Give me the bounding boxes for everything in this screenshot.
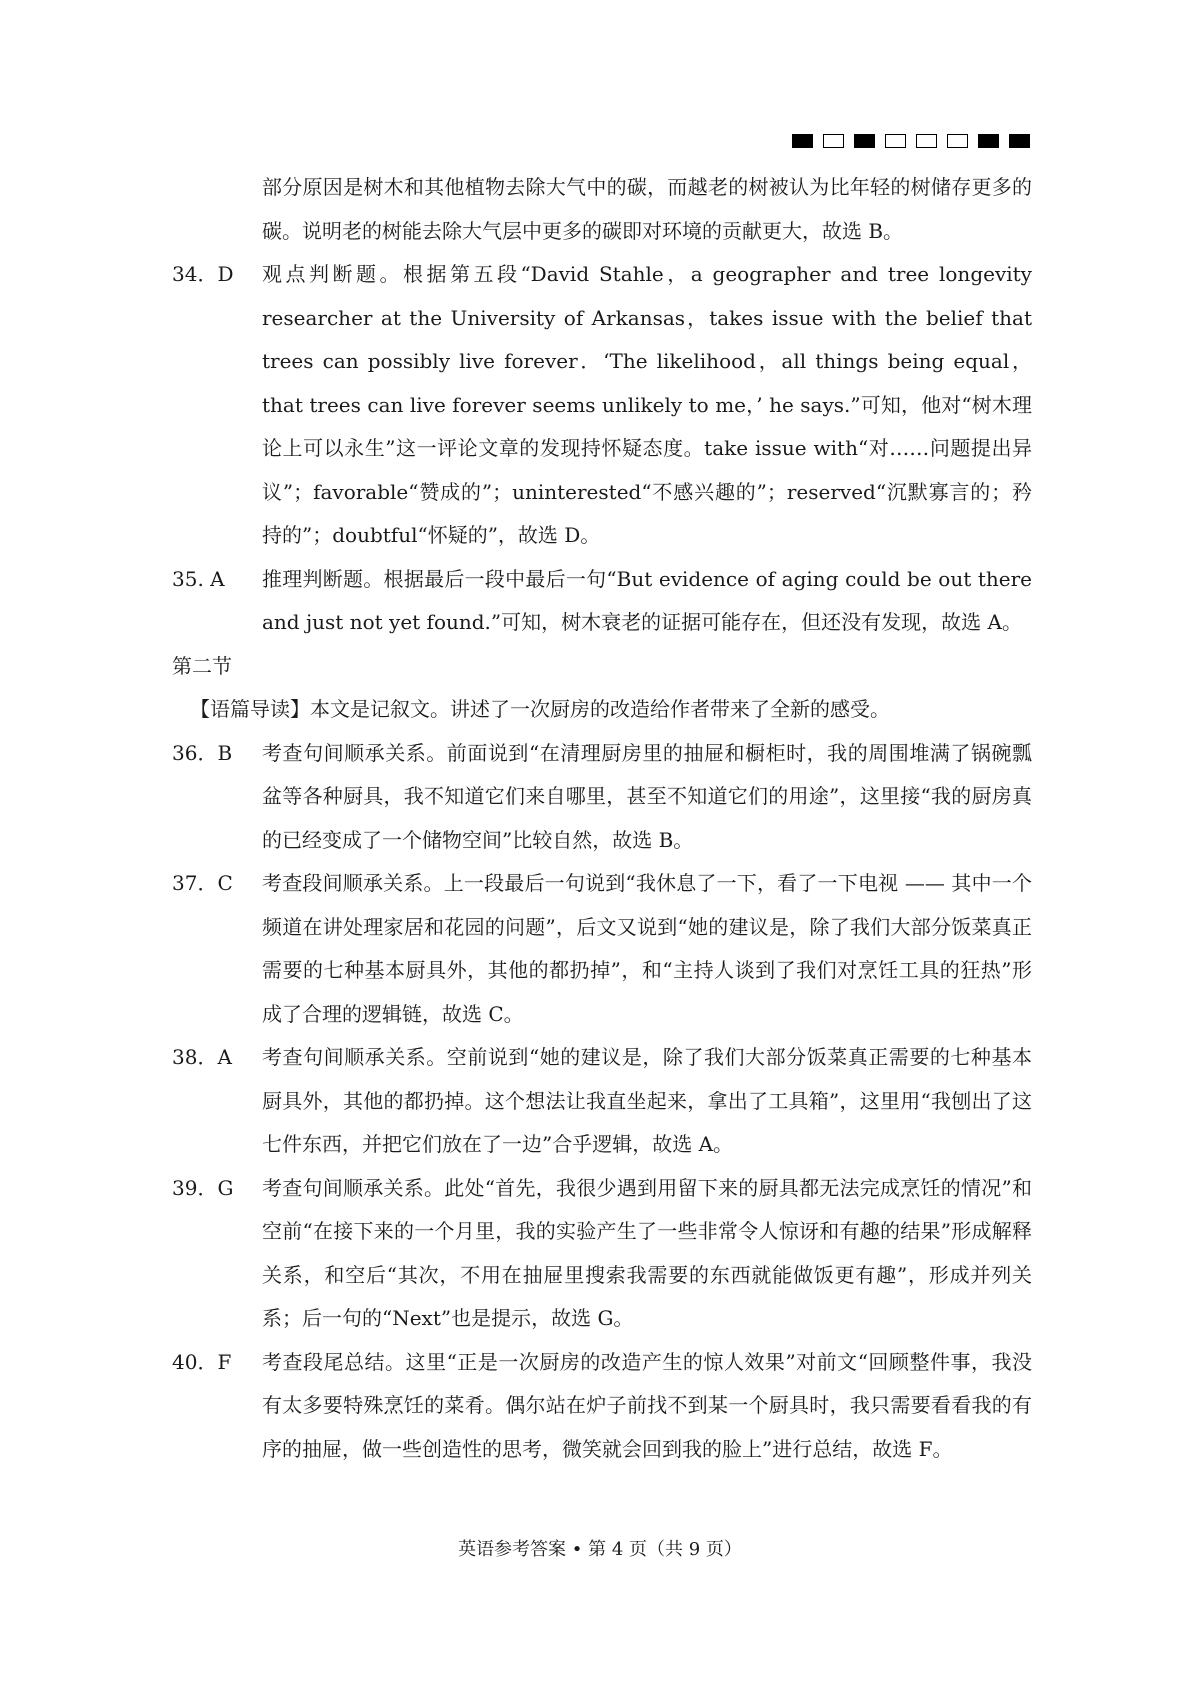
- answer-explanation: 考查段间顺承关系。上一段最后一句说到“我休息了一下，看了一下电视 —— 其中一个频道在讲处理家居和花园的问题”，后文又说到“她的建议是，除了我们大部分饭菜真正需要的七种基本厨具外，其他的都扔掉”，和“主持人谈到了我们对烹饪工具的狂热”形成了合理的逻辑链，故选 C。: [262, 871, 1032, 1026]
- answer-number: 40．F: [172, 1349, 232, 1374]
- filled-square-mark: [792, 134, 813, 148]
- filled-square-mark: [1009, 134, 1030, 148]
- answer-number: 34．D: [172, 262, 234, 286]
- items-part-one: [172, 253, 1032, 645]
- answer-item: [172, 862, 1032, 1036]
- header-marks: [792, 134, 1030, 148]
- answer-number: 35. A: [172, 566, 225, 591]
- page-footer: 英语参考答案 • 第 4 页（共 9 页）: [458, 1539, 742, 1560]
- empty-square-mark: [916, 134, 937, 148]
- answer-explanation: 考查句间顺承关系。此处“首先，我很少遇到用留下来的厨具都无法完成烹饪的情况”和空前“在接下来的一个月里，我的实验产生了一些非常令人惊讶和有趣的结果”形成解释关系，和空后“其次，不用在抽屉里搜索我需要的东西就能做饭更有趣”，形成并列关系；后一句的“Next”也是提示，故选 G。: [262, 1175, 1032, 1330]
- section-title: 第二节: [172, 653, 232, 678]
- answer-number: 38．A: [172, 1045, 232, 1069]
- passage-intro: 【语篇导读】本文是记叙文。讲述了一次厨房的改造给作者带来了全新的感受。: [190, 697, 890, 721]
- answer-number: 36．B: [172, 740, 233, 765]
- items-part-two: [172, 732, 1032, 1472]
- answer-item: [172, 1036, 1032, 1167]
- answer-item: [172, 732, 1032, 863]
- empty-square-mark: [823, 134, 844, 148]
- filled-square-mark: [854, 134, 875, 148]
- answer-item: [172, 1341, 1032, 1472]
- answer-item: [172, 253, 1032, 558]
- continuation-paragraph: 部分原因是树木和其他植物去除大气中的碳，而越老的树被认为比年轻的树储存更多的碳。说明老的树能去除大气层中更多的碳即对环境的贡献更大，故选 B。: [262, 175, 1032, 243]
- answer-content: [172, 166, 1032, 1471]
- answer-explanation: 考查句间顺承关系。空前说到“她的建议是，除了我们大部分饭菜真正需要的七种基本厨具外，其他的都扔掉。这个想法让我直坐起来，拿出了工具箱”，这里用“我刨出了这七件东西，并把它们放在了一边”合乎逻辑，故选 A。: [262, 1045, 1032, 1156]
- answer-explanation: 推理判断题。根据最后一段中最后一句“But evidence of aging could be out there and just not yet found.”可知，树木衰老的证据可能存在，但还没有发现，故选 A。: [262, 566, 1032, 634]
- answer-item: [172, 558, 1032, 645]
- answer-number: 39．G: [172, 1175, 234, 1200]
- empty-square-mark: [947, 134, 968, 148]
- filled-square-mark: [978, 134, 999, 148]
- empty-square-mark: [885, 134, 906, 148]
- answer-explanation: 考查句间顺承关系。前面说到“在清理厨房里的抽屉和橱柜时，我的周围堆满了锅碗瓢盆等各种厨具，我不知道它们来自哪里，甚至不知道它们的用途”，这里接“我的厨房真的已经变成了一个储物空间”比较自然，故选 B。: [262, 740, 1032, 852]
- answer-item: [172, 1167, 1032, 1341]
- answer-explanation: 考查段尾总结。这里“正是一次厨房的改造产生的惊人效果”对前文“回顾整件事，我没有太多要特殊烹饪的菜肴。偶尔站在炉子前找不到某一个厨具时，我只需要看看我的有序的抽屉，做一些创造性的思考，微笑就会回到我的脸上”进行总结，故选 F。: [262, 1349, 1032, 1461]
- answer-explanation: 观点判断题。根据第五段“David Stahle，a geographer and tree longevity researcher at the University of Arkansas，takes issue with the belief that trees can possibly live forever．‘The likelihood，all things being equal，that trees can live forever seems unlikely to me，’ he says.”可知，他对“树木理论上可以永生”这一评论文章的发现持怀疑态度。take issue with“对……问题提出异议”；favorable“赞成的”；uninterested“不感兴趣的”；reserved“沉默寡言的；矜持的”；doubtful“怀疑的”，故选 D。: [262, 262, 1032, 547]
- answer-number: 37．C: [172, 871, 233, 895]
